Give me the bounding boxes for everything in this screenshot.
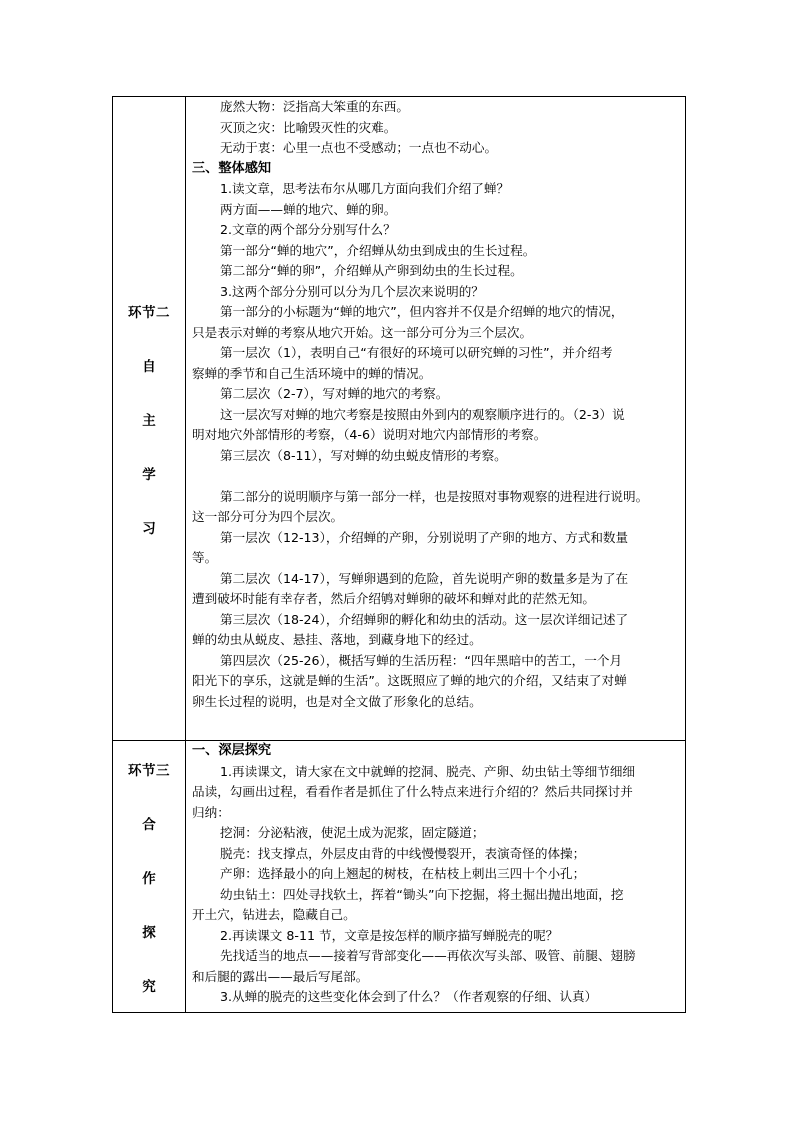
text-line: 这一层次写对蝉的地穴考察是按照由外到内的观察顺序进行的。（2-3）说 <box>220 406 625 422</box>
text-line: 第二层次（14-17），写蝉卵遇到的危险，首先说明产卵的数量多是为了在 <box>220 570 629 586</box>
text-line: 明对地穴外部情形的考察，（4-6）说明对地穴内部情形的考察。 <box>192 427 547 442</box>
text-line: 第四层次（25-26），概括写蝉的生活历程：“四年黑暗中的苦工，一个月 <box>220 652 623 668</box>
text-line: 蝉的幼虫从蜕皮、悬挂、落地，到藏身地下的经过。 <box>192 632 482 647</box>
text-line: 先找适当的地点——接着写背部变化——再依次写头部、吸管、前腿、翅膀 <box>220 948 636 963</box>
text-line: 无动于衷：心里一点也不受感动；一点也不动心。 <box>220 140 498 155</box>
section-heading: 三、整体感知 <box>192 160 272 176</box>
text-line: 1.读文章，思考法布尔从哪几方面向我们介绍了蝉？ <box>220 181 510 196</box>
text-line: 3.从蝉的脱壳的这些变化体会到了什么？（作者观察的仔细、认真） <box>220 989 598 1004</box>
section-title: 环节二 <box>128 304 170 321</box>
text-line: 阳光下的享乐，这就是蝉的生活”。这既照应了蝉的地穴的介绍，又结束了对蝉 <box>192 673 627 688</box>
text-line: 2.再读课文 8-11 节，文章是按怎样的顺序描写蝉脱壳的呢？ <box>220 927 559 943</box>
text-line: 3.这两个部分分别可以分为几个层次来说明的？ <box>220 283 484 299</box>
text-line: 和后腿的露出——最后写尾部。 <box>192 968 369 984</box>
text-line: 灭顶之灾：比喻毁灭性的灾难。 <box>220 119 397 135</box>
text-line <box>192 466 681 487</box>
text-line: 等。 <box>192 550 218 565</box>
text-line: 产卵：选择最小的向上翘起的树枝，在枯枝上刺出三四十个小孔； <box>220 866 586 881</box>
section-char: 学 <box>142 466 156 483</box>
section-char: 习 <box>142 520 156 537</box>
section-char: 自 <box>142 358 156 375</box>
section-content-3 <box>186 741 686 1013</box>
text-line: 品读，勾画出过程，看看作者是抓住了什么特点来进行介绍的？然后共同探讨并 <box>192 784 633 799</box>
text-line: 脱壳：找支撑点，外层皮由背的中线慢慢裂开，表演奇怪的体操； <box>220 845 586 861</box>
section-char: 合 <box>142 816 156 833</box>
section-char: 主 <box>142 412 156 429</box>
text-line: 只是表示对蝉的考察从地穴开始。这一部分可分为三个层次。 <box>192 324 533 340</box>
section-char: 作 <box>142 870 156 887</box>
text-line: 这一部分可分为四个层次。 <box>192 509 344 524</box>
text-line: 2.文章的两个部分分别写什么？ <box>220 222 396 237</box>
section-title: 环节三 <box>128 762 170 779</box>
section-char: 究 <box>142 978 156 995</box>
lesson-table <box>112 96 686 1013</box>
text-line: 幼虫钻土：四处寻找软土，挥着“锄头”向下挖掘，将土掘出抛出地面，挖 <box>220 886 624 902</box>
text-line: 第三层次（8-11），写对蝉的幼虫蜕皮情形的考察。 <box>220 447 507 463</box>
section-heading: 一、深层探究 <box>192 743 272 758</box>
section-row-3 <box>113 741 686 1013</box>
text-line: 归纳： <box>192 804 230 820</box>
section-label-3 <box>113 741 186 1013</box>
section-content-2 <box>186 97 686 741</box>
section-char: 探 <box>142 924 156 941</box>
section-row-2 <box>113 97 686 741</box>
text-line: 两方面——蝉的地穴、蝉的卵。 <box>220 201 397 217</box>
text-line: 遭到破坏时能有幸存者，然后介绍鸲对蝉卵的破坏和蝉对此的茫然无知。 <box>192 591 595 606</box>
text-line: 第一部分的小标题为“蝉的地穴”，但内容并不仅是介绍蝉的地穴的情况， <box>220 304 624 319</box>
text-line: 卵生长过程的说明，也是对全文做了形象化的总结。 <box>192 693 482 709</box>
text-line: 第二部分“蝉的卵”，介绍蝉从产卵到幼虫的生长过程。 <box>220 263 523 278</box>
text-line: 第三层次（18-24），介绍蝉卵的孵化和幼虫的活动。这一层次详细记述了 <box>220 611 629 627</box>
text-line: 庞然大物：泛指高大笨重的东西。 <box>220 99 409 114</box>
text-line: 开土穴，钻进去，隐藏自己。 <box>192 907 356 922</box>
text-line: 第一层次（12-13），介绍蝉的产卵，分别说明了产卵的地方、方式和数量 <box>220 529 629 545</box>
text-line: 1.再读课文，请大家在文中就蝉的挖洞、脱壳、产卵、幼虫钻土等细节细细 <box>220 763 636 779</box>
text-line: 第二部分的说明顺序与第一部分一样，也是按照对事物观察的进程进行说明。 <box>220 488 649 504</box>
text-line: 察蝉的季节和自己生活环境中的蝉的情况。 <box>192 365 432 381</box>
text-line: 第二层次（2-7），写对蝉的地穴的考察。 <box>220 386 449 401</box>
text-line: 第一层次（1），表明自己“有很好的环境可以研究蝉的习性”，并介绍考 <box>220 345 613 360</box>
text-line: 第一部分“蝉的地穴”，介绍蝉从幼虫到成虫的生长过程。 <box>220 242 536 258</box>
section-label-2 <box>113 97 186 741</box>
text-line: 挖洞：分泌粘液，使泥土成为泥浆，固定隧道； <box>220 825 485 840</box>
